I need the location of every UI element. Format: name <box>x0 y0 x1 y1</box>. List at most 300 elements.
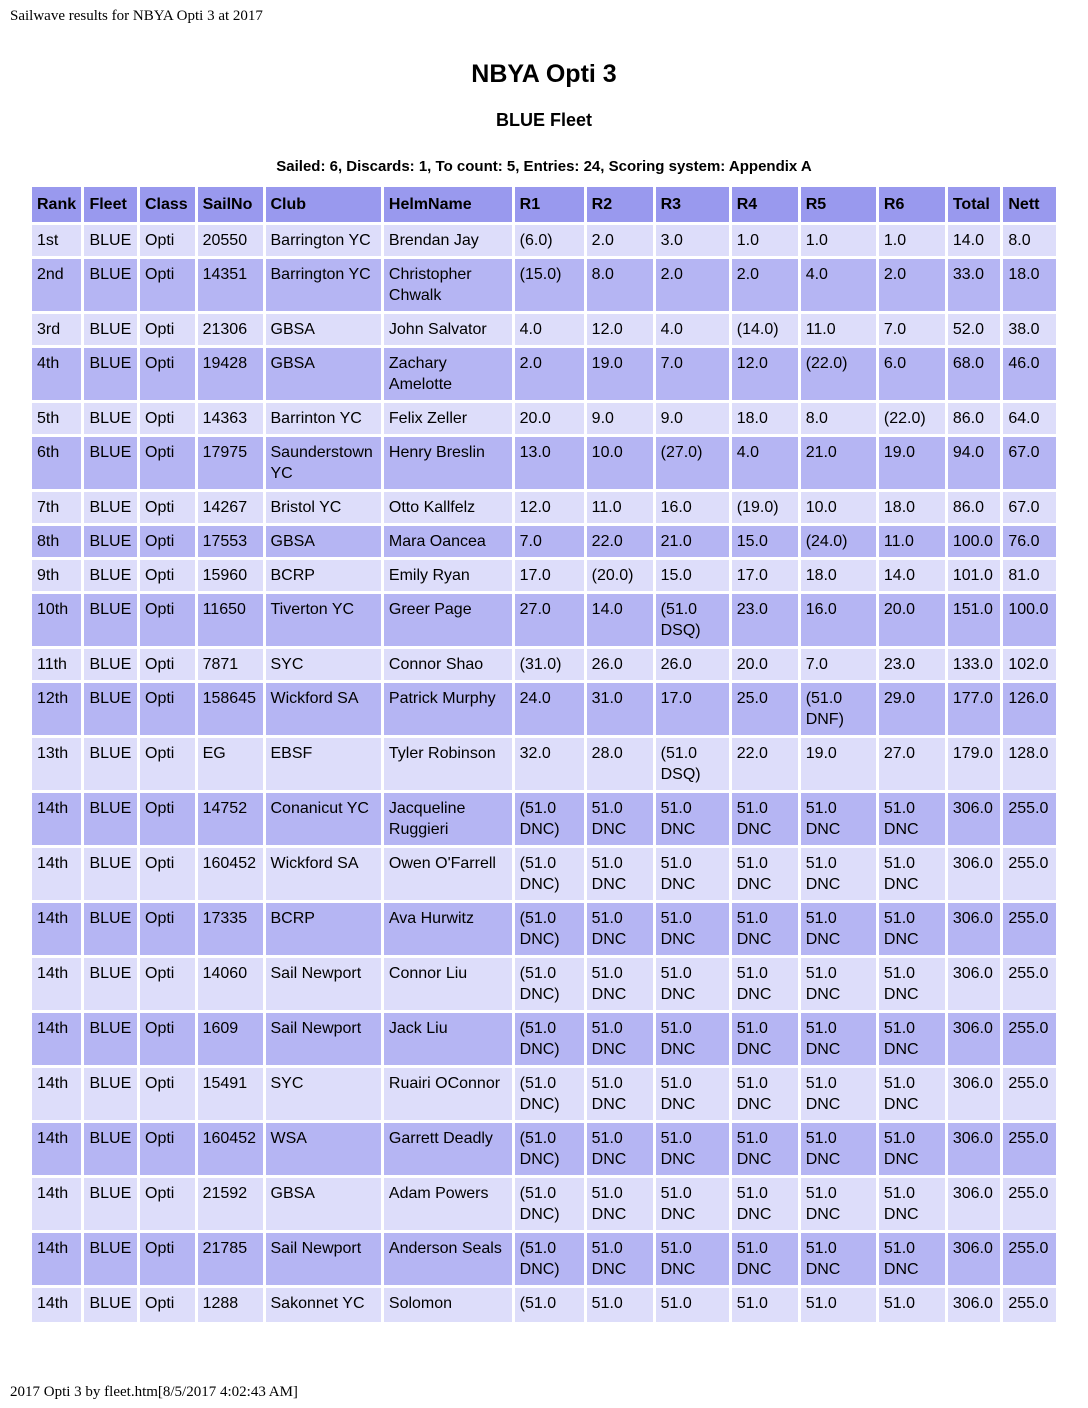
cell-helmname: Owen O'Farrell <box>384 848 512 900</box>
cell-r6: 20.0 <box>879 594 945 646</box>
cell-r5: 51.0 DNC <box>801 958 876 1010</box>
cell-total: 306.0 <box>948 1288 1001 1322</box>
cell-club: Sail Newport <box>266 1013 381 1065</box>
cell-sailno: 14351 <box>198 259 263 311</box>
cell-club: WSA <box>266 1123 381 1175</box>
page-title: NBYA Opti 3 <box>471 60 617 88</box>
cell-nett: 67.0 <box>1003 492 1056 523</box>
cell-helmname: Mara Oancea <box>384 526 512 557</box>
cell-nett: 255.0 <box>1003 903 1056 955</box>
cell-r2: 2.0 <box>587 225 653 256</box>
cell-class: Opti <box>140 1178 195 1230</box>
cell-club: BCRP <box>266 903 381 955</box>
cell-r3: 51.0 DNC <box>656 1233 729 1285</box>
cell-r1: (51.0 DNC) <box>515 1068 584 1120</box>
cell-r3: 51.0 DNC <box>656 848 729 900</box>
cell-rank: 14th <box>32 903 81 955</box>
cell-nett: 255.0 <box>1003 1123 1056 1175</box>
cell-r2: 14.0 <box>587 594 653 646</box>
cell-nett: 38.0 <box>1003 314 1056 345</box>
cell-helmname: Jacqueline Ruggieri <box>384 793 512 845</box>
cell-helmname: Anderson Seals <box>384 1233 512 1285</box>
cell-r4: 23.0 <box>732 594 798 646</box>
cell-r6: 51.0 DNC <box>879 1013 945 1065</box>
cell-total: 100.0 <box>948 526 1001 557</box>
cell-total: 306.0 <box>948 903 1001 955</box>
cell-total: 86.0 <box>948 492 1001 523</box>
cell-r4: 51.0 DNC <box>732 793 798 845</box>
cell-sailno: 14267 <box>198 492 263 523</box>
cell-r1: 24.0 <box>515 683 584 735</box>
table-row <box>32 526 1056 557</box>
cell-r6: 7.0 <box>879 314 945 345</box>
table-row <box>32 1288 1056 1322</box>
table-row <box>32 903 1056 955</box>
cell-r2: 22.0 <box>587 526 653 557</box>
cell-total: 179.0 <box>948 738 1001 790</box>
cell-r1: 27.0 <box>515 594 584 646</box>
cell-fleet: BLUE <box>84 594 137 646</box>
cell-r6: 51.0 DNC <box>879 903 945 955</box>
cell-r3: 51.0 DNC <box>656 903 729 955</box>
cell-rank: 14th <box>32 793 81 845</box>
cell-r3: 16.0 <box>656 492 729 523</box>
cell-total: 306.0 <box>948 1013 1001 1065</box>
cell-helmname: Christopher Chwalk <box>384 259 512 311</box>
cell-sailno: 14060 <box>198 958 263 1010</box>
cell-r5: (22.0) <box>801 348 876 400</box>
cell-fleet: BLUE <box>84 526 137 557</box>
cell-r5: 10.0 <box>801 492 876 523</box>
cell-class: Opti <box>140 437 195 489</box>
cell-class: Opti <box>140 958 195 1010</box>
cell-class: Opti <box>140 259 195 311</box>
table-row <box>32 738 1056 790</box>
cell-r3: 51.0 DNC <box>656 958 729 1010</box>
col-header-rank[interactable]: Rank <box>32 187 81 222</box>
cell-r6: (22.0) <box>879 403 945 434</box>
cell-r3: 21.0 <box>656 526 729 557</box>
table-row <box>32 314 1056 345</box>
cell-r3: (27.0) <box>656 437 729 489</box>
cell-fleet: BLUE <box>84 437 137 489</box>
cell-club: GBSA <box>266 348 381 400</box>
table-row <box>32 492 1056 523</box>
col-header-total[interactable]: Total <box>948 187 1001 222</box>
cell-class: Opti <box>140 225 195 256</box>
cell-rank: 13th <box>32 738 81 790</box>
cell-helmname: Solomon <box>384 1288 512 1322</box>
cell-sailno: 1609 <box>198 1013 263 1065</box>
cell-sailno: 21592 <box>198 1178 263 1230</box>
col-header-r1[interactable]: R1 <box>515 187 584 222</box>
cell-helmname: Felix Zeller <box>384 403 512 434</box>
col-header-r4[interactable]: R4 <box>732 187 798 222</box>
cell-fleet: BLUE <box>84 560 137 591</box>
cell-helmname: Greer Page <box>384 594 512 646</box>
cell-r6: 51.0 <box>879 1288 945 1322</box>
cell-rank: 11th <box>32 649 81 680</box>
cell-class: Opti <box>140 594 195 646</box>
cell-helmname: Zachary Amelotte <box>384 348 512 400</box>
cell-rank: 12th <box>32 683 81 735</box>
cell-sailno: EG <box>198 738 263 790</box>
table-row <box>32 683 1056 735</box>
cell-nett: 81.0 <box>1003 560 1056 591</box>
cell-r1: (51.0 DNC) <box>515 1013 584 1065</box>
cell-r3: 51.0 <box>656 1288 729 1322</box>
cell-r3: 7.0 <box>656 348 729 400</box>
cell-r2: 11.0 <box>587 492 653 523</box>
cell-r3: 51.0 DNC <box>656 1068 729 1120</box>
cell-r6: 51.0 DNC <box>879 1178 945 1230</box>
cell-r1: 2.0 <box>515 348 584 400</box>
cell-nett: 76.0 <box>1003 526 1056 557</box>
cell-class: Opti <box>140 1123 195 1175</box>
cell-r5: 7.0 <box>801 649 876 680</box>
cell-r6: 51.0 DNC <box>879 1068 945 1120</box>
cell-class: Opti <box>140 492 195 523</box>
cell-club: EBSF <box>266 738 381 790</box>
cell-r4: 51.0 DNC <box>732 1233 798 1285</box>
cell-sailno: 14752 <box>198 793 263 845</box>
cell-nett: 46.0 <box>1003 348 1056 400</box>
cell-r5: 19.0 <box>801 738 876 790</box>
cell-r1: 7.0 <box>515 526 584 557</box>
cell-r5: 18.0 <box>801 560 876 591</box>
cell-class: Opti <box>140 348 195 400</box>
cell-r3: 3.0 <box>656 225 729 256</box>
cell-rank: 9th <box>32 560 81 591</box>
cell-nett: 255.0 <box>1003 1288 1056 1322</box>
cell-r1: (31.0) <box>515 649 584 680</box>
cell-sailno: 15960 <box>198 560 263 591</box>
cell-r4: 51.0 <box>732 1288 798 1322</box>
cell-r2: 51.0 DNC <box>587 848 653 900</box>
cell-helmname: Connor Liu <box>384 958 512 1010</box>
cell-r1: (51.0 DNC) <box>515 793 584 845</box>
cell-fleet: BLUE <box>84 649 137 680</box>
cell-helmname: Ruairi OConnor <box>384 1068 512 1120</box>
cell-rank: 14th <box>32 1013 81 1065</box>
cell-total: 101.0 <box>948 560 1001 591</box>
cell-rank: 4th <box>32 348 81 400</box>
cell-fleet: BLUE <box>84 903 137 955</box>
cell-r3: (51.0 DSQ) <box>656 738 729 790</box>
cell-r4: 4.0 <box>732 437 798 489</box>
cell-r1: (51.0 DNC) <box>515 1178 584 1230</box>
cell-fleet: BLUE <box>84 958 137 1010</box>
cell-r2: 12.0 <box>587 314 653 345</box>
cell-r4: 51.0 DNC <box>732 1178 798 1230</box>
cell-class: Opti <box>140 526 195 557</box>
cell-r4: 51.0 DNC <box>732 1013 798 1065</box>
cell-r4: 51.0 DNC <box>732 958 798 1010</box>
col-header-r5[interactable]: R5 <box>801 187 876 222</box>
cell-rank: 14th <box>32 848 81 900</box>
cell-total: 177.0 <box>948 683 1001 735</box>
cell-r5: 51.0 DNC <box>801 1068 876 1120</box>
col-header-r3[interactable]: R3 <box>656 187 729 222</box>
cell-r1: (51.0 DNC) <box>515 1233 584 1285</box>
col-header-class[interactable]: Class <box>140 187 195 222</box>
cell-r6: 14.0 <box>879 560 945 591</box>
cell-fleet: BLUE <box>84 492 137 523</box>
cell-r1: 13.0 <box>515 437 584 489</box>
cell-rank: 14th <box>32 1123 81 1175</box>
cell-r3: 51.0 DNC <box>656 1013 729 1065</box>
cell-class: Opti <box>140 314 195 345</box>
cell-helmname: Henry Breslin <box>384 437 512 489</box>
cell-fleet: BLUE <box>84 793 137 845</box>
cell-r4: (14.0) <box>732 314 798 345</box>
fleet-heading: BLUE Fleet <box>495 110 592 130</box>
cell-r5: 51.0 DNC <box>801 903 876 955</box>
cell-r5: 51.0 DNC <box>801 1233 876 1285</box>
cell-total: 151.0 <box>948 594 1001 646</box>
cell-total: 306.0 <box>948 1233 1001 1285</box>
table-row <box>32 225 1056 256</box>
cell-club: GBSA <box>266 1178 381 1230</box>
cell-fleet: BLUE <box>84 1178 137 1230</box>
cell-club: Conanicut YC <box>266 793 381 845</box>
cell-helmname: Ava Hurwitz <box>384 903 512 955</box>
cell-total: 68.0 <box>948 348 1001 400</box>
results-table <box>29 184 1059 1325</box>
cell-helmname: Adam Powers <box>384 1178 512 1230</box>
cell-club: Bristol YC <box>266 492 381 523</box>
cell-r6: 27.0 <box>879 738 945 790</box>
cell-nett: 8.0 <box>1003 225 1056 256</box>
table-row <box>32 848 1056 900</box>
cell-rank: 1st <box>32 225 81 256</box>
cell-r6: 51.0 DNC <box>879 1233 945 1285</box>
cell-r1: (15.0) <box>515 259 584 311</box>
cell-club: Sail Newport <box>266 1233 381 1285</box>
col-header-club[interactable]: Club <box>266 187 381 222</box>
header-row <box>32 187 1056 222</box>
cell-class: Opti <box>140 1288 195 1322</box>
cell-club: GBSA <box>266 526 381 557</box>
col-header-sailno[interactable]: SailNo <box>198 187 263 222</box>
cell-nett: 18.0 <box>1003 259 1056 311</box>
cell-r5: 8.0 <box>801 403 876 434</box>
cell-r4: 22.0 <box>732 738 798 790</box>
print-header: Sailwave results for NBYA Opti 3 at 2017 <box>10 8 263 24</box>
cell-r5: 51.0 DNC <box>801 848 876 900</box>
cell-helmname: Otto Kallfelz <box>384 492 512 523</box>
cell-r6: 11.0 <box>879 526 945 557</box>
results-body <box>32 225 1056 1322</box>
cell-club: BCRP <box>266 560 381 591</box>
col-header-nett[interactable]: Nett <box>1003 187 1056 222</box>
cell-club: GBSA <box>266 314 381 345</box>
cell-class: Opti <box>140 1013 195 1065</box>
cell-r6: 19.0 <box>879 437 945 489</box>
cell-total: 52.0 <box>948 314 1001 345</box>
cell-r4: 51.0 DNC <box>732 1068 798 1120</box>
cell-r3: 15.0 <box>656 560 729 591</box>
cell-class: Opti <box>140 793 195 845</box>
cell-r4: 51.0 DNC <box>732 1123 798 1175</box>
cell-club: Wickford SA <box>266 683 381 735</box>
cell-r6: 51.0 DNC <box>879 848 945 900</box>
cell-r6: 6.0 <box>879 348 945 400</box>
cell-r5: 11.0 <box>801 314 876 345</box>
cell-r1: 4.0 <box>515 314 584 345</box>
cell-club: Saunderstown YC <box>266 437 381 489</box>
cell-sailno: 11650 <box>198 594 263 646</box>
table-row <box>32 259 1056 311</box>
cell-nett: 126.0 <box>1003 683 1056 735</box>
cell-r3: 9.0 <box>656 403 729 434</box>
cell-r4: 12.0 <box>732 348 798 400</box>
cell-helmname: Emily Ryan <box>384 560 512 591</box>
table-row <box>32 1123 1056 1175</box>
cell-total: 86.0 <box>948 403 1001 434</box>
cell-fleet: BLUE <box>84 1288 137 1322</box>
cell-r5: 16.0 <box>801 594 876 646</box>
cell-r2: 51.0 DNC <box>587 1123 653 1175</box>
cell-r1: (6.0) <box>515 225 584 256</box>
cell-r1: (51.0 DNC) <box>515 848 584 900</box>
cell-r3: 26.0 <box>656 649 729 680</box>
cell-r4: 51.0 DNC <box>732 848 798 900</box>
table-row <box>32 560 1056 591</box>
cell-r1: (51.0 DNC) <box>515 958 584 1010</box>
cell-r2: 28.0 <box>587 738 653 790</box>
cell-r4: 1.0 <box>732 225 798 256</box>
cell-rank: 5th <box>32 403 81 434</box>
cell-helmname: Garrett Deadly <box>384 1123 512 1175</box>
cell-club: Sakonnet YC <box>266 1288 381 1322</box>
cell-r5: (24.0) <box>801 526 876 557</box>
cell-nett: 255.0 <box>1003 958 1056 1010</box>
cell-r2: 51.0 <box>587 1288 653 1322</box>
cell-club: Wickford SA <box>266 848 381 900</box>
cell-class: Opti <box>140 649 195 680</box>
cell-r5: 51.0 <box>801 1288 876 1322</box>
cell-r2: (20.0) <box>587 560 653 591</box>
cell-r2: 51.0 DNC <box>587 1233 653 1285</box>
col-header-helmname[interactable]: HelmName <box>384 187 512 222</box>
cell-r2: 51.0 DNC <box>587 958 653 1010</box>
cell-fleet: BLUE <box>84 1123 137 1175</box>
cell-total: 306.0 <box>948 1068 1001 1120</box>
cell-fleet: BLUE <box>84 1013 137 1065</box>
cell-fleet: BLUE <box>84 259 137 311</box>
cell-club: Tiverton YC <box>266 594 381 646</box>
cell-r1: 20.0 <box>515 403 584 434</box>
cell-r6: 51.0 DNC <box>879 958 945 1010</box>
cell-sailno: 20550 <box>198 225 263 256</box>
cell-r2: 31.0 <box>587 683 653 735</box>
cell-r2: 8.0 <box>587 259 653 311</box>
col-header-r6[interactable]: R6 <box>879 187 945 222</box>
table-row <box>32 1178 1056 1230</box>
table-row <box>32 1068 1056 1120</box>
cell-nett: 255.0 <box>1003 848 1056 900</box>
cell-helmname: Connor Shao <box>384 649 512 680</box>
cell-nett: 102.0 <box>1003 649 1056 680</box>
cell-r5: 51.0 DNC <box>801 1178 876 1230</box>
cell-rank: 8th <box>32 526 81 557</box>
cell-r1: 32.0 <box>515 738 584 790</box>
cell-fleet: BLUE <box>84 348 137 400</box>
cell-helmname: Patrick Murphy <box>384 683 512 735</box>
cell-r3: 51.0 DNC <box>656 1178 729 1230</box>
cell-r2: 9.0 <box>587 403 653 434</box>
cell-r4: 2.0 <box>732 259 798 311</box>
cell-r5: 51.0 DNC <box>801 1013 876 1065</box>
cell-class: Opti <box>140 848 195 900</box>
cell-class: Opti <box>140 403 195 434</box>
cell-total: 94.0 <box>948 437 1001 489</box>
table-row <box>32 1013 1056 1065</box>
cell-nett: 255.0 <box>1003 1233 1056 1285</box>
cell-sailno: 15491 <box>198 1068 263 1120</box>
cell-sailno: 158645 <box>198 683 263 735</box>
cell-class: Opti <box>140 1233 195 1285</box>
table-row <box>32 403 1056 434</box>
cell-sailno: 1288 <box>198 1288 263 1322</box>
table-row <box>32 958 1056 1010</box>
table-row <box>32 1233 1056 1285</box>
cell-fleet: BLUE <box>84 848 137 900</box>
cell-fleet: BLUE <box>84 1068 137 1120</box>
cell-total: 306.0 <box>948 1178 1001 1230</box>
cell-r2: 51.0 DNC <box>587 1178 653 1230</box>
cell-r2: 51.0 DNC <box>587 903 653 955</box>
cell-class: Opti <box>140 683 195 735</box>
cell-sailno: 21306 <box>198 314 263 345</box>
cell-total: 306.0 <box>948 848 1001 900</box>
cell-total: 14.0 <box>948 225 1001 256</box>
cell-sailno: 14363 <box>198 403 263 434</box>
cell-r3: 17.0 <box>656 683 729 735</box>
print-footer: 2017 Opti 3 by fleet.htm[8/5/2017 4:02:43 AM] <box>10 1384 298 1400</box>
cell-rank: 6th <box>32 437 81 489</box>
cell-class: Opti <box>140 560 195 591</box>
cell-r1: (51.0 DNC) <box>515 903 584 955</box>
cell-r3: 51.0 DNC <box>656 793 729 845</box>
cell-total: 306.0 <box>948 958 1001 1010</box>
cell-rank: 10th <box>32 594 81 646</box>
cell-r2: 51.0 DNC <box>587 1068 653 1120</box>
cell-helmname: Jack Liu <box>384 1013 512 1065</box>
cell-helmname: Brendan Jay <box>384 225 512 256</box>
col-header-fleet[interactable]: Fleet <box>84 187 137 222</box>
cell-club: SYC <box>266 1068 381 1120</box>
cell-r2: 51.0 DNC <box>587 793 653 845</box>
cell-sailno: 160452 <box>198 848 263 900</box>
col-header-r2[interactable]: R2 <box>587 187 653 222</box>
cell-rank: 14th <box>32 1288 81 1322</box>
cell-club: SYC <box>266 649 381 680</box>
cell-rank: 3rd <box>32 314 81 345</box>
cell-r1: (51.0 <box>515 1288 584 1322</box>
cell-r6: 29.0 <box>879 683 945 735</box>
cell-fleet: BLUE <box>84 403 137 434</box>
cell-r3: (51.0 DSQ) <box>656 594 729 646</box>
cell-class: Opti <box>140 738 195 790</box>
cell-r2: 19.0 <box>587 348 653 400</box>
cell-rank: 14th <box>32 1178 81 1230</box>
cell-fleet: BLUE <box>84 683 137 735</box>
cell-nett: 100.0 <box>1003 594 1056 646</box>
cell-r1: 12.0 <box>515 492 584 523</box>
cell-nett: 255.0 <box>1003 1013 1056 1065</box>
